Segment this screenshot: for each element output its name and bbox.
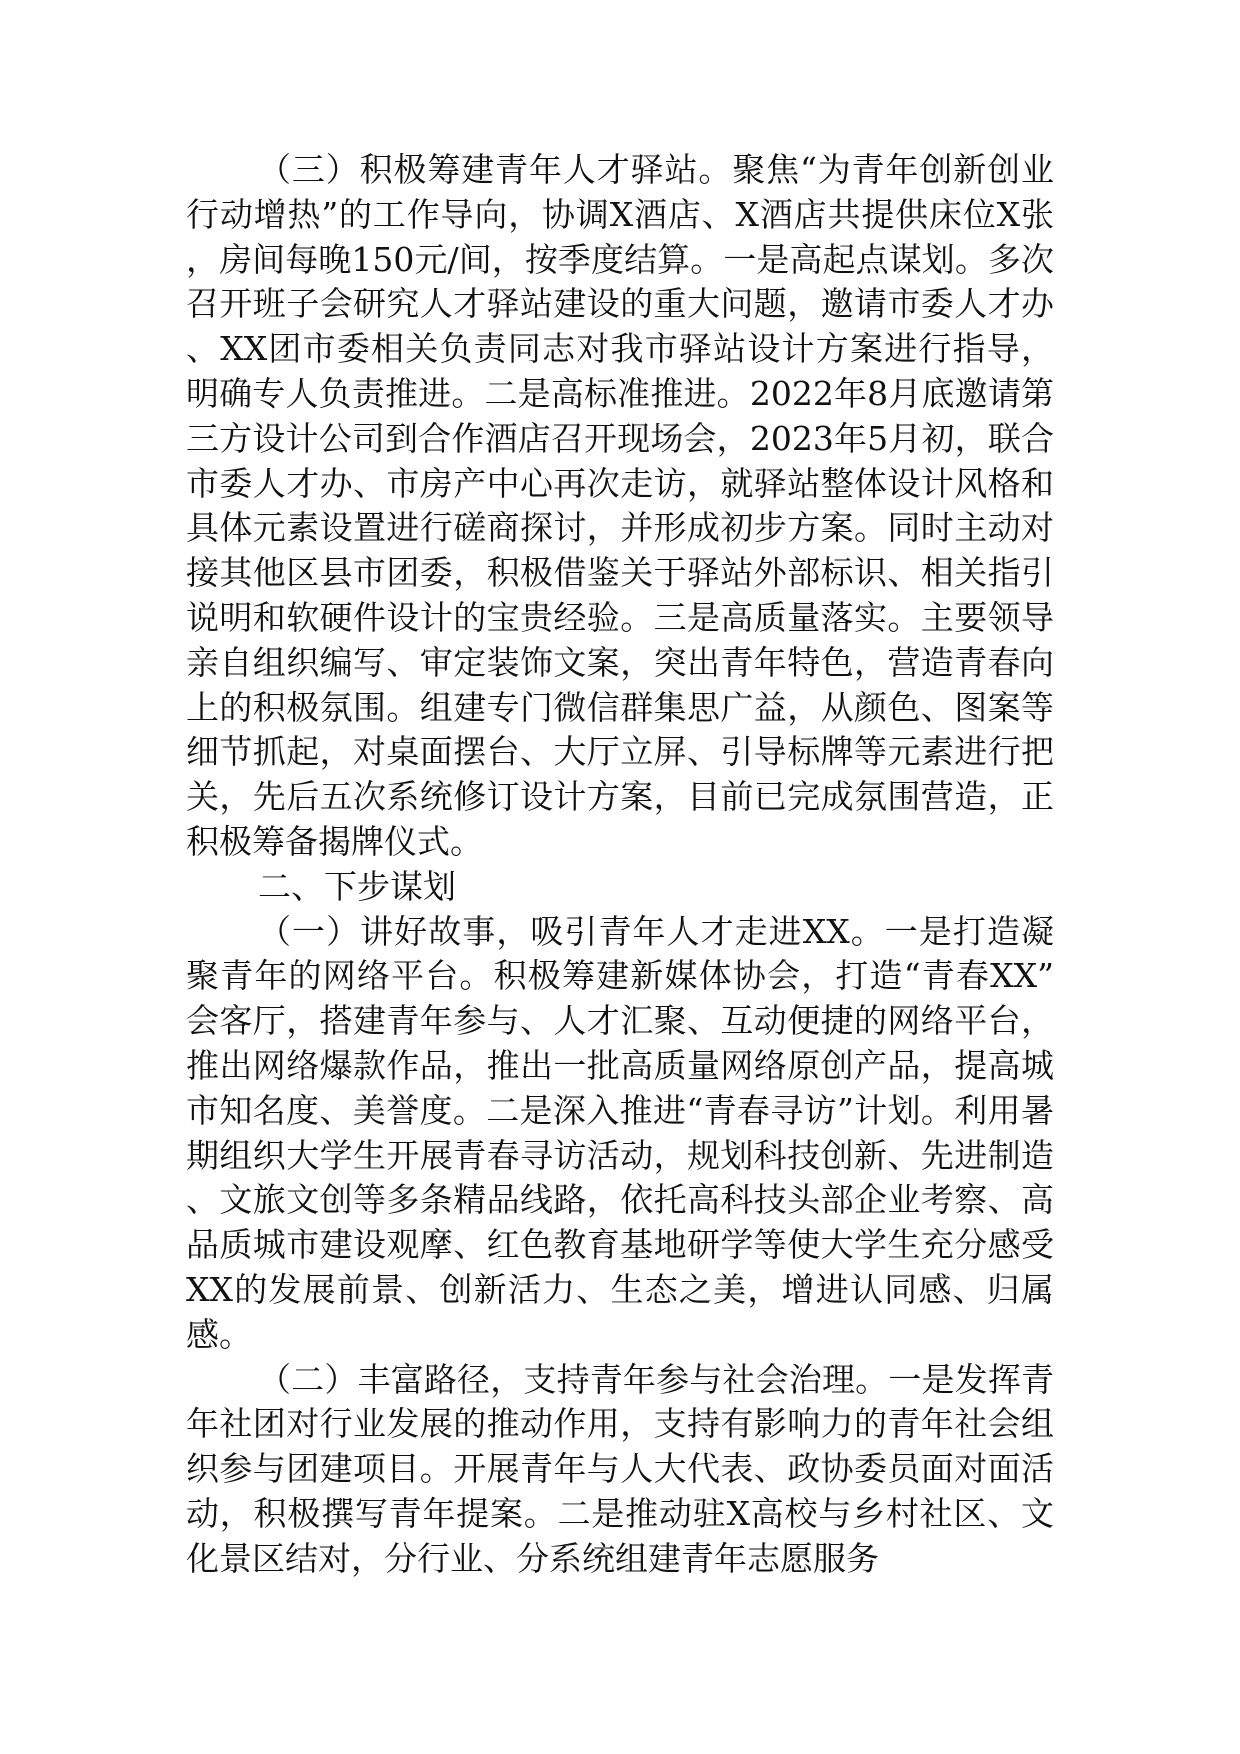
paragraph-youth-talent-station: （三）积极筹建青年人才驿站。聚焦“为青年创新创业行动增热”的工作导向，协调X酒店、X酒店共提供床位X张，房间每晚150元/间，按季度结算。一是高起点谋划。多次召开班子会研究人才驿站建设的重大问题，邀请市委人才办、XX团市委相关负责同志对我市驿站设计方案进行指导，明确专人负责推进。二是高标准推进。2022年8月底邀请第三方设计公司到合作酒店召开现场会，2023年5月初，联合市委人才办、市房产中心再次走访，就驿站整体设计风格和具体元素设置进行磋商探讨，并形成初步方案。同时主动对接其他区县市团委，积极借鉴关于驿站外部标识、相关指引说明和软硬件设计的宝贵经验。三是高质量落实。主要领导亲自组织编写、审定装饰文案，突出青年特色，营造青春向上的积极氛围。组建专门微信群集思广益，从颜色、图案等细节抓起，对桌面摆台、大厅立屏、引导标牌等元素进行把关，先后五次系统修订设计方案，目前已完成氛围营造，正积极筹备揭牌仪式。 — [186, 150, 1054, 861]
document-body — [186, 148, 1054, 1582]
paragraph-social-governance: （二）丰富路径，支持青年参与社会治理。一是发挥青年社团对行业发展的推动作用，支持有影响力的青年社会组织参与团建项目。开展青年与人大代表、政协委员面对面活动，积极撰写青年提案。二是推动驻X高校与乡村社区、文化景区结对，分行业、分系统组建青年志愿服务 — [186, 1359, 1054, 1578]
section-heading-next-steps: 二、下步谋划 — [258, 866, 456, 906]
paragraph-tell-good-stories: （一）讲好故事，吸引青年人才走进XX。一是打造凝聚青年的网络平台。积极筹建新媒体协会，打造“青春XX”会客厅，搭建青年参与、人才汇聚、互动便捷的网络平台，推出网络爆款作品，推出一批高质量网络原创产品，提高城市知名度、美誉度。二是深入推进“青春寻访”计划。利用暑期组织大学生开展青春寻访活动，规划科技创新、先进制造、文旅文创等多条精品线路，依托高科技头部企业考察、高品质城市建设观摩、红色教育基地研学等使大学生充分感受XX的发展前景、创新活力、生态之美，增进认同感、归属感。 — [186, 911, 1054, 1354]
